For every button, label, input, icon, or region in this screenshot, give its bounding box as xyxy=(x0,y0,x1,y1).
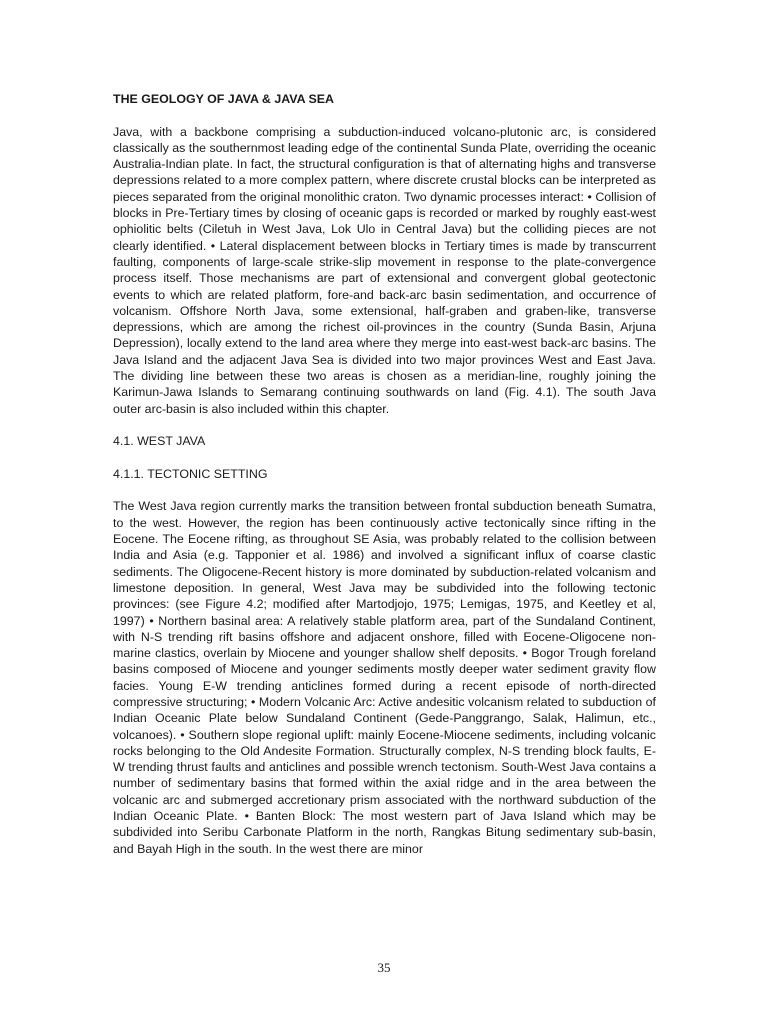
intro-paragraph: Java, with a backbone comprising a subduction-induced volcano-plutonic arc, is considered classically as the southernmost leading edge of the continental Sunda Plate, overriding the oceanic Australia-Indian plate. In fact, the structural configuration is that of alternating highs and transverse depressions related to a more complex pattern, where discrete crustal blocks can be interpreted as pieces separated from the original monolithic craton. Two dynamic processes interact: • Collision of blocks in Pre-Tertiary times by closing of oceanic gaps is recorded or marked by roughly east-west ophiolitic belts (Ciletuh in West Java, Lok Ulo in Central Java) but the colliding pieces are not clearly identified. • Lateral displacement between blocks in Tertiary times is made by transcurrent faulting, components of large-scale strike-slip movement in response to the plate-convergence process itself. Those mechanisms are part of extensional and convergent global geotectonic events to which are related platform, fore-and back-arc basin sedimentation, and occurrence of volcanism. Offshore North Java, some extensional, half-graben and graben-like, transverse depressions, which are among the richest oil-provinces in the country (Sunda Basin, Arjuna Depression), locally extend to the land area where they merge into east-west back-arc basins. The Java Island and the adjacent Java Sea is divided into two major provinces West and East Java. The dividing line between these two areas is chosen as a meridian-line, roughly joining the Karimun-Jawa Islands to Semarang continuing southwards on land (Fig. 4.1). The south Java outer arc-basin is also included within this chapter. xyxy=(113,124,656,416)
tectonic-setting-paragraph: The West Java region currently marks the transition between frontal subduction beneath Sumatra, to the west. However, the region has been continuously active tectonically since rifting in the Eocene. The Eocene rifting, as throughout SE Asia, was probably related to the collision between India and Asia (e.g. Tapponier et al. 1986) and involved a significant influx of coarse clastic sediments. The Oligocene-Recent history is more dominated by subduction-related volcanism and limestone deposition. In general, West Java may be subdivided into the following tectonic provinces: (see Figure 4.2; modified after Martodjojo, 1975; Lemigas, 1975, and Keetley et al, 1997) • Northern basinal area: A relatively stable platform area, part of the Sundaland Continent, with N-S trending rift basins offshore and adjacent onshore, filled with Eocene-Oligocene non-marine clastics, overlain by Miocene and younger shallow shelf deposits. • Bogor Trough foreland basins composed of Miocene and younger sediments mostly deeper water sediment gravity flow facies. Young E-W trending anticlines formed during a recent episode of north-directed compressive structuring; • Modern Volcanic Arc: Active andesitic volcanism related to subduction of Indian Oceanic Plate below Sundaland Continent (Gede-Panggrango, Salak, Halimun, etc., volcanoes). • Southern slope regional uplift: mainly Eocene-Miocene sediments, including volcanic rocks belonging to the Old Andesite Formation. Structurally complex, N-S trending block faults, E-W trending thrust faults and anticlines and possible wrench tectonism. South-West Java contains a number of sedimentary basins that formed within the axial ridge and in the area between the volcanic arc and submerged accretionary prism associated with the northward subduction of the Indian Oceanic Plate. • Banten Block: The most western part of Java Island which may be subdivided into Seribu Carbonate Platform in the north, Rangkas Bitung sedimentary sub-basin, and Bayah High in the south. In the west there are minor xyxy=(113,499,656,856)
page-number: 35 xyxy=(377,960,391,975)
document-body xyxy=(113,91,656,873)
document-title: THE GEOLOGY OF JAVA & JAVA SEA xyxy=(113,92,334,106)
subsection-heading: 4.1.1. TECTONIC SETTING xyxy=(113,466,268,481)
section-heading: 4.1. WEST JAVA xyxy=(113,434,206,449)
